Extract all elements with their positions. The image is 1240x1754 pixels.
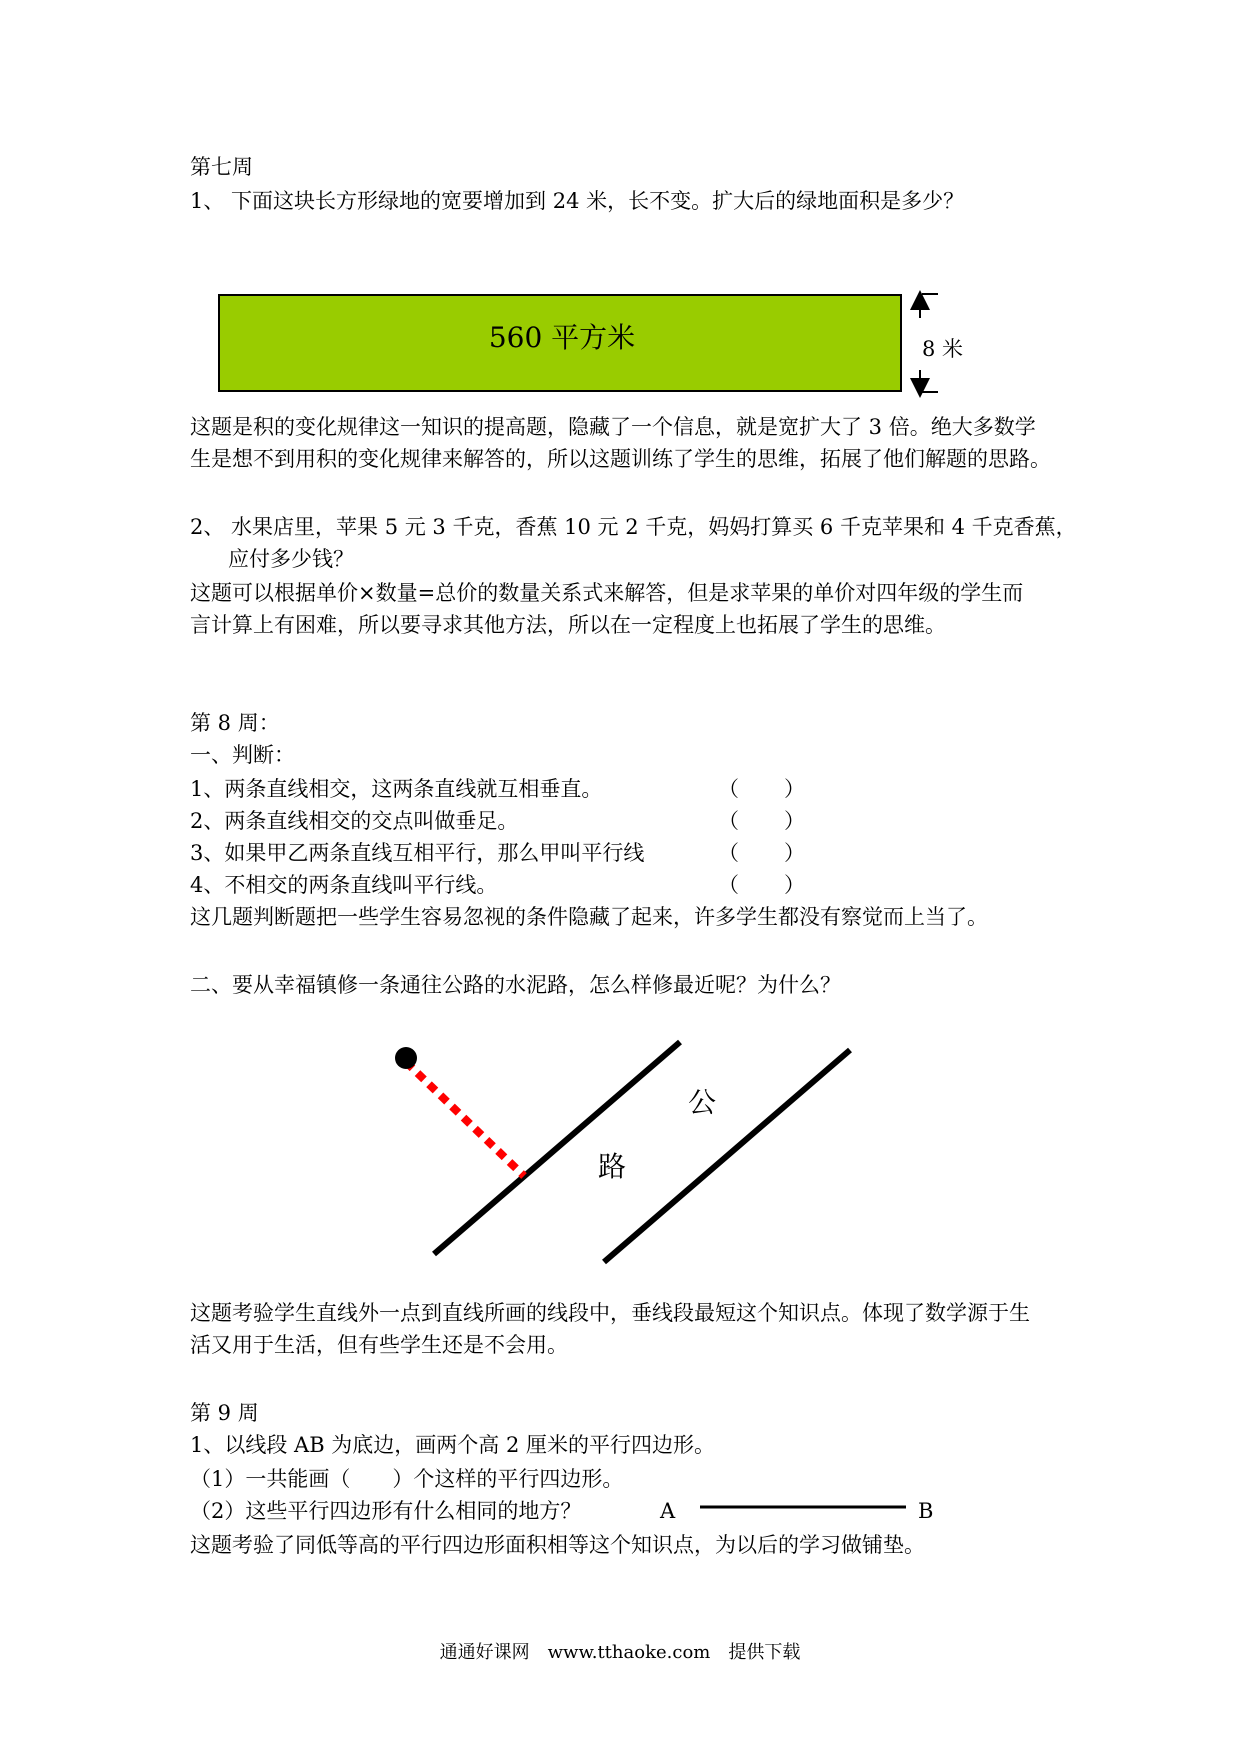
judge-item-3: 3、如果甲乙两条直线互相平行，那么甲叫平行线 [190,841,645,865]
point-a-label: A [660,1499,676,1523]
week7-q1-note-line1: 这题是积的变化规律这一知识的提高题，隐藏了一个信息，就是宽扩大了 3 倍。绝大多数学 [190,415,1036,439]
road-edge-right [604,1050,850,1262]
footer: 通通好课网 www.tthaoke.com 提供下载 [439,1642,801,1663]
road-label-1: 公 [688,1086,717,1119]
area-label: 560 平方米 [488,321,636,354]
week7-question-1: 1、 下面这块长方形绿地的宽要增加到 24 米，长不变。扩大后的绿地面积是多少？ [190,189,965,213]
week7-q1-note-line2: 生是想不到用积的变化规律来解答的，所以这题训练了学生的思维，拓展了他们解题的思路。 [190,447,1051,471]
week9-sub-question-1: （1）一共能画（ ）个这样的平行四边形。 [190,1467,624,1491]
width-dimension-arrow [920,294,938,392]
road-note-line2: 活又用于生活，但有些学生还是不会用。 [190,1333,568,1357]
town-point [395,1047,417,1069]
perpendicular-path [406,1062,524,1176]
week7-heading: 第七周 [190,155,253,179]
road-note-line1: 这题考验学生直线外一点到直线所画的线段中，垂线段最短这个知识点。体现了数学源于生 [190,1301,1030,1325]
week7-q2-note-line1: 这题可以根据单价×数量=总价的数量关系式来解答，但是求苹果的单价对四年级的学生而 [190,581,1024,605]
week9-question-1: 1、以线段 AB 为底边，画两个高 2 厘米的平行四边形。 [190,1433,716,1457]
week7-question-2: 2、 水果店里，苹果 5 元 3 千克，香蕉 10 元 2 千克，妈妈打算买 6 千克苹果和 4 千克香蕉， [190,515,1077,539]
week7-q2-note-line2: 言计算上有困难，所以要寻求其他方法，所以在一定程度上也拓展了学生的思维。 [190,613,946,637]
road-edge-left [434,1042,680,1254]
judge-item-1: 1、两条直线相交，这两条直线就互相垂直。 [190,777,603,801]
judge-item-2: 2、两条直线相交的交点叫做垂足。 [190,809,519,833]
week9-heading: 第 9 周 [190,1401,259,1425]
week8-heading: 第 8 周： [190,711,280,735]
week7-question-2-cont: 应付多少钱？ [228,547,354,571]
judge-item-4: 4、不相交的两条直线叫平行线。 [190,873,498,897]
week9-sub-question-2: （2）这些平行四边形有什么相同的地方？ [190,1499,582,1523]
week9-note: 这题考验了同低等高的平行四边形面积相等这个知识点，为以后的学习做铺垫。 [190,1533,925,1557]
judge-section-title: 一、判断： [190,743,295,767]
judge-note: 这几题判断题把一些学生容易忽视的条件隐藏了起来，许多学生都没有察觉而上当了。 [190,905,988,929]
road-question: 二、要从幸福镇修一条通往公路的水泥路，怎么样修最近呢？为什么？ [190,973,841,997]
road-label-2: 路 [598,1150,627,1183]
point-b-label: B [918,1499,934,1523]
width-label: 8 米 [922,337,964,361]
